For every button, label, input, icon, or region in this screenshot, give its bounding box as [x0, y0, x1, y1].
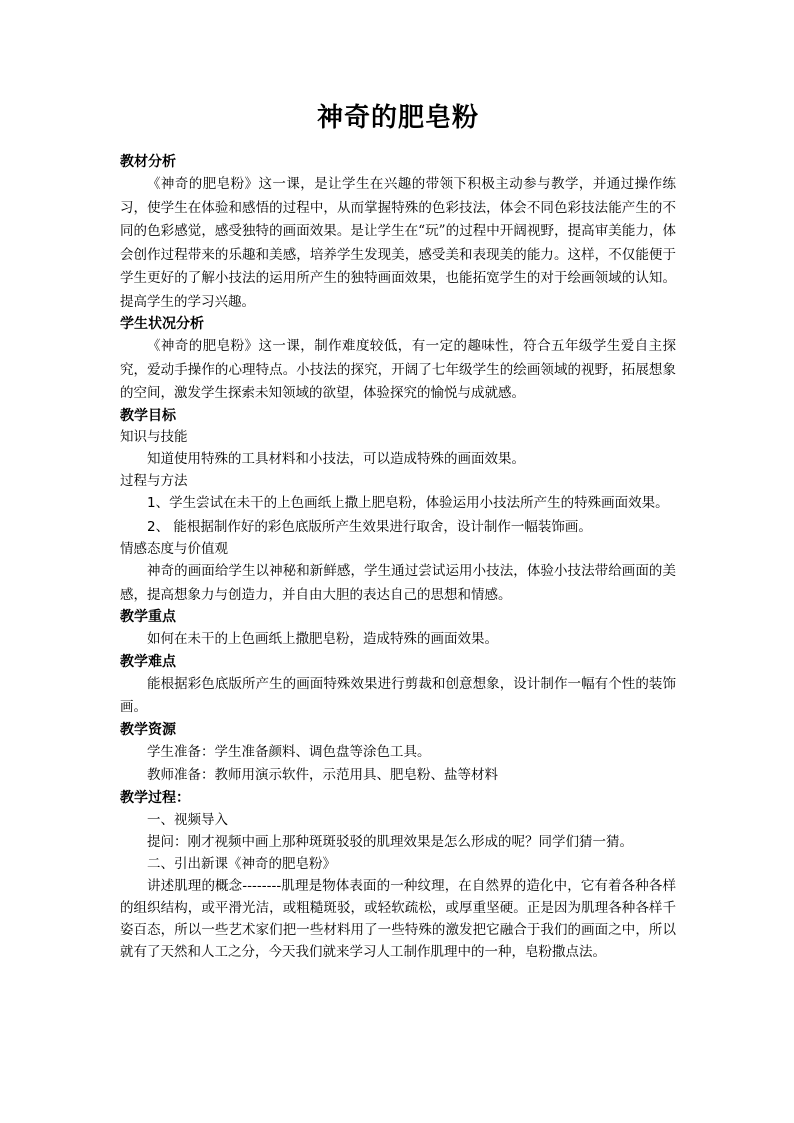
- section-heading-material: 教材分析: [120, 154, 176, 170]
- emotion-text: 神奇的画面给学生以神秘和新鲜感，学生通过尝试运用小技法，体验小技法带给画面的美感，提高想象力与创造力，并自由大胆的表达自己的思想和情感。: [120, 563, 676, 603]
- knowledge-text: 知道使用特殊的工具材料和小技法，可以造成特殊的画面效果。: [147, 450, 525, 467]
- step-1-title: 一、视频导入: [147, 811, 228, 828]
- section-heading-resources: 教学资源: [120, 721, 176, 738]
- document-page: [120, 96, 676, 963]
- section-heading-focus: 教学重点: [120, 609, 176, 625]
- process-method-label: 过程与方法: [120, 473, 188, 489]
- material-analysis-text: 《神奇的肥皂粉》这一课，是让学生在兴趣的带领下积极主动参与教学，并通过操作练习，使学生在体验和感悟的过程中，从而掌握特殊的色彩技法，体会不同色彩技法能产生的不同的色彩感觉，感受独特的画面效果。是让学生在“玩”的过程中开阔视野，提高审美能力，体会创作过程带来的乐趣和美感，培养学生发现美，感受美和表现美的能力。这样，不仅能便于学生更好的了解小技法的运用所产生的独特画面效果，也能拓宽学生的对于绘画领域的认知。提高学生的学习兴趣。: [120, 176, 676, 310]
- knowledge-label: 知识与技能: [120, 428, 188, 445]
- section-heading-process: 教学过程：: [120, 789, 190, 806]
- step-1-question: 提问：刚才视频中画上那种斑斑驳驳的肌理效果是怎么形成的呢？同学们猜一猜。: [147, 833, 633, 850]
- step-2-title: 二、引出新课《神奇的肥皂粉》: [147, 855, 336, 872]
- process-item-2: 2、 能根据制作好的彩色底版所产生效果进行取舍，设计制作一幅装饰画。: [147, 518, 592, 535]
- section-heading-students: 学生状况分析: [120, 316, 204, 332]
- teacher-prep-text: 教师准备：教师用演示软件，示范用具、肥皂粉、盐等材料: [147, 767, 498, 783]
- difficulty-text: 能根据彩色底版所产生的画面特殊效果进行剪裁和创意想象，设计制作一幅有个性的装饰画。: [120, 675, 676, 715]
- step-2-text: 讲述肌理的概念--------肌理是物体表面的一种纹理，在自然界的造化中，它有着各种各样的组织结构，或平滑光洁，或粗糙斑驳，或轻软疏松，或厚重坚硬。正是因为肌理各种各样千姿百态，所以一些艺术家们把一些材料用了一些特殊的激发把它融合于我们的画面之中，所以就有了天然和人工之分，今天我们就来学习人工制作肌理中的一种，皂粉撒点法。: [120, 877, 676, 960]
- student-prep-text: 学生准备：学生准备颜料、调色盘等涂色工具。: [147, 743, 431, 760]
- focus-text: 如何在未干的上色画纸上撒肥皂粉，造成特殊的画面效果。: [147, 631, 498, 647]
- page-title: 神奇的肥皂粉: [316, 103, 479, 133]
- student-analysis-text: 《神奇的肥皂粉》这一课，制作难度较低，有一定的趣味性，符合五年级学生爱自主探究，爱动手操作的心理特点。小技法的探究，开阔了七年级学生的绘画领域的视野，拓展想象的空间，激发学生探索未知领域的欲望，体验探究的愉悦与成就感。: [120, 338, 676, 401]
- process-item-1: 1、学生尝试在未干的上色画纸上撒上肥皂粉，体验运用小技法所产生的特殊画面效果。: [147, 495, 669, 511]
- emotion-label: 情感态度与价值观: [120, 541, 228, 557]
- section-heading-difficulty: 教学难点: [120, 653, 176, 670]
- section-heading-goals: 教学目标: [120, 407, 176, 424]
